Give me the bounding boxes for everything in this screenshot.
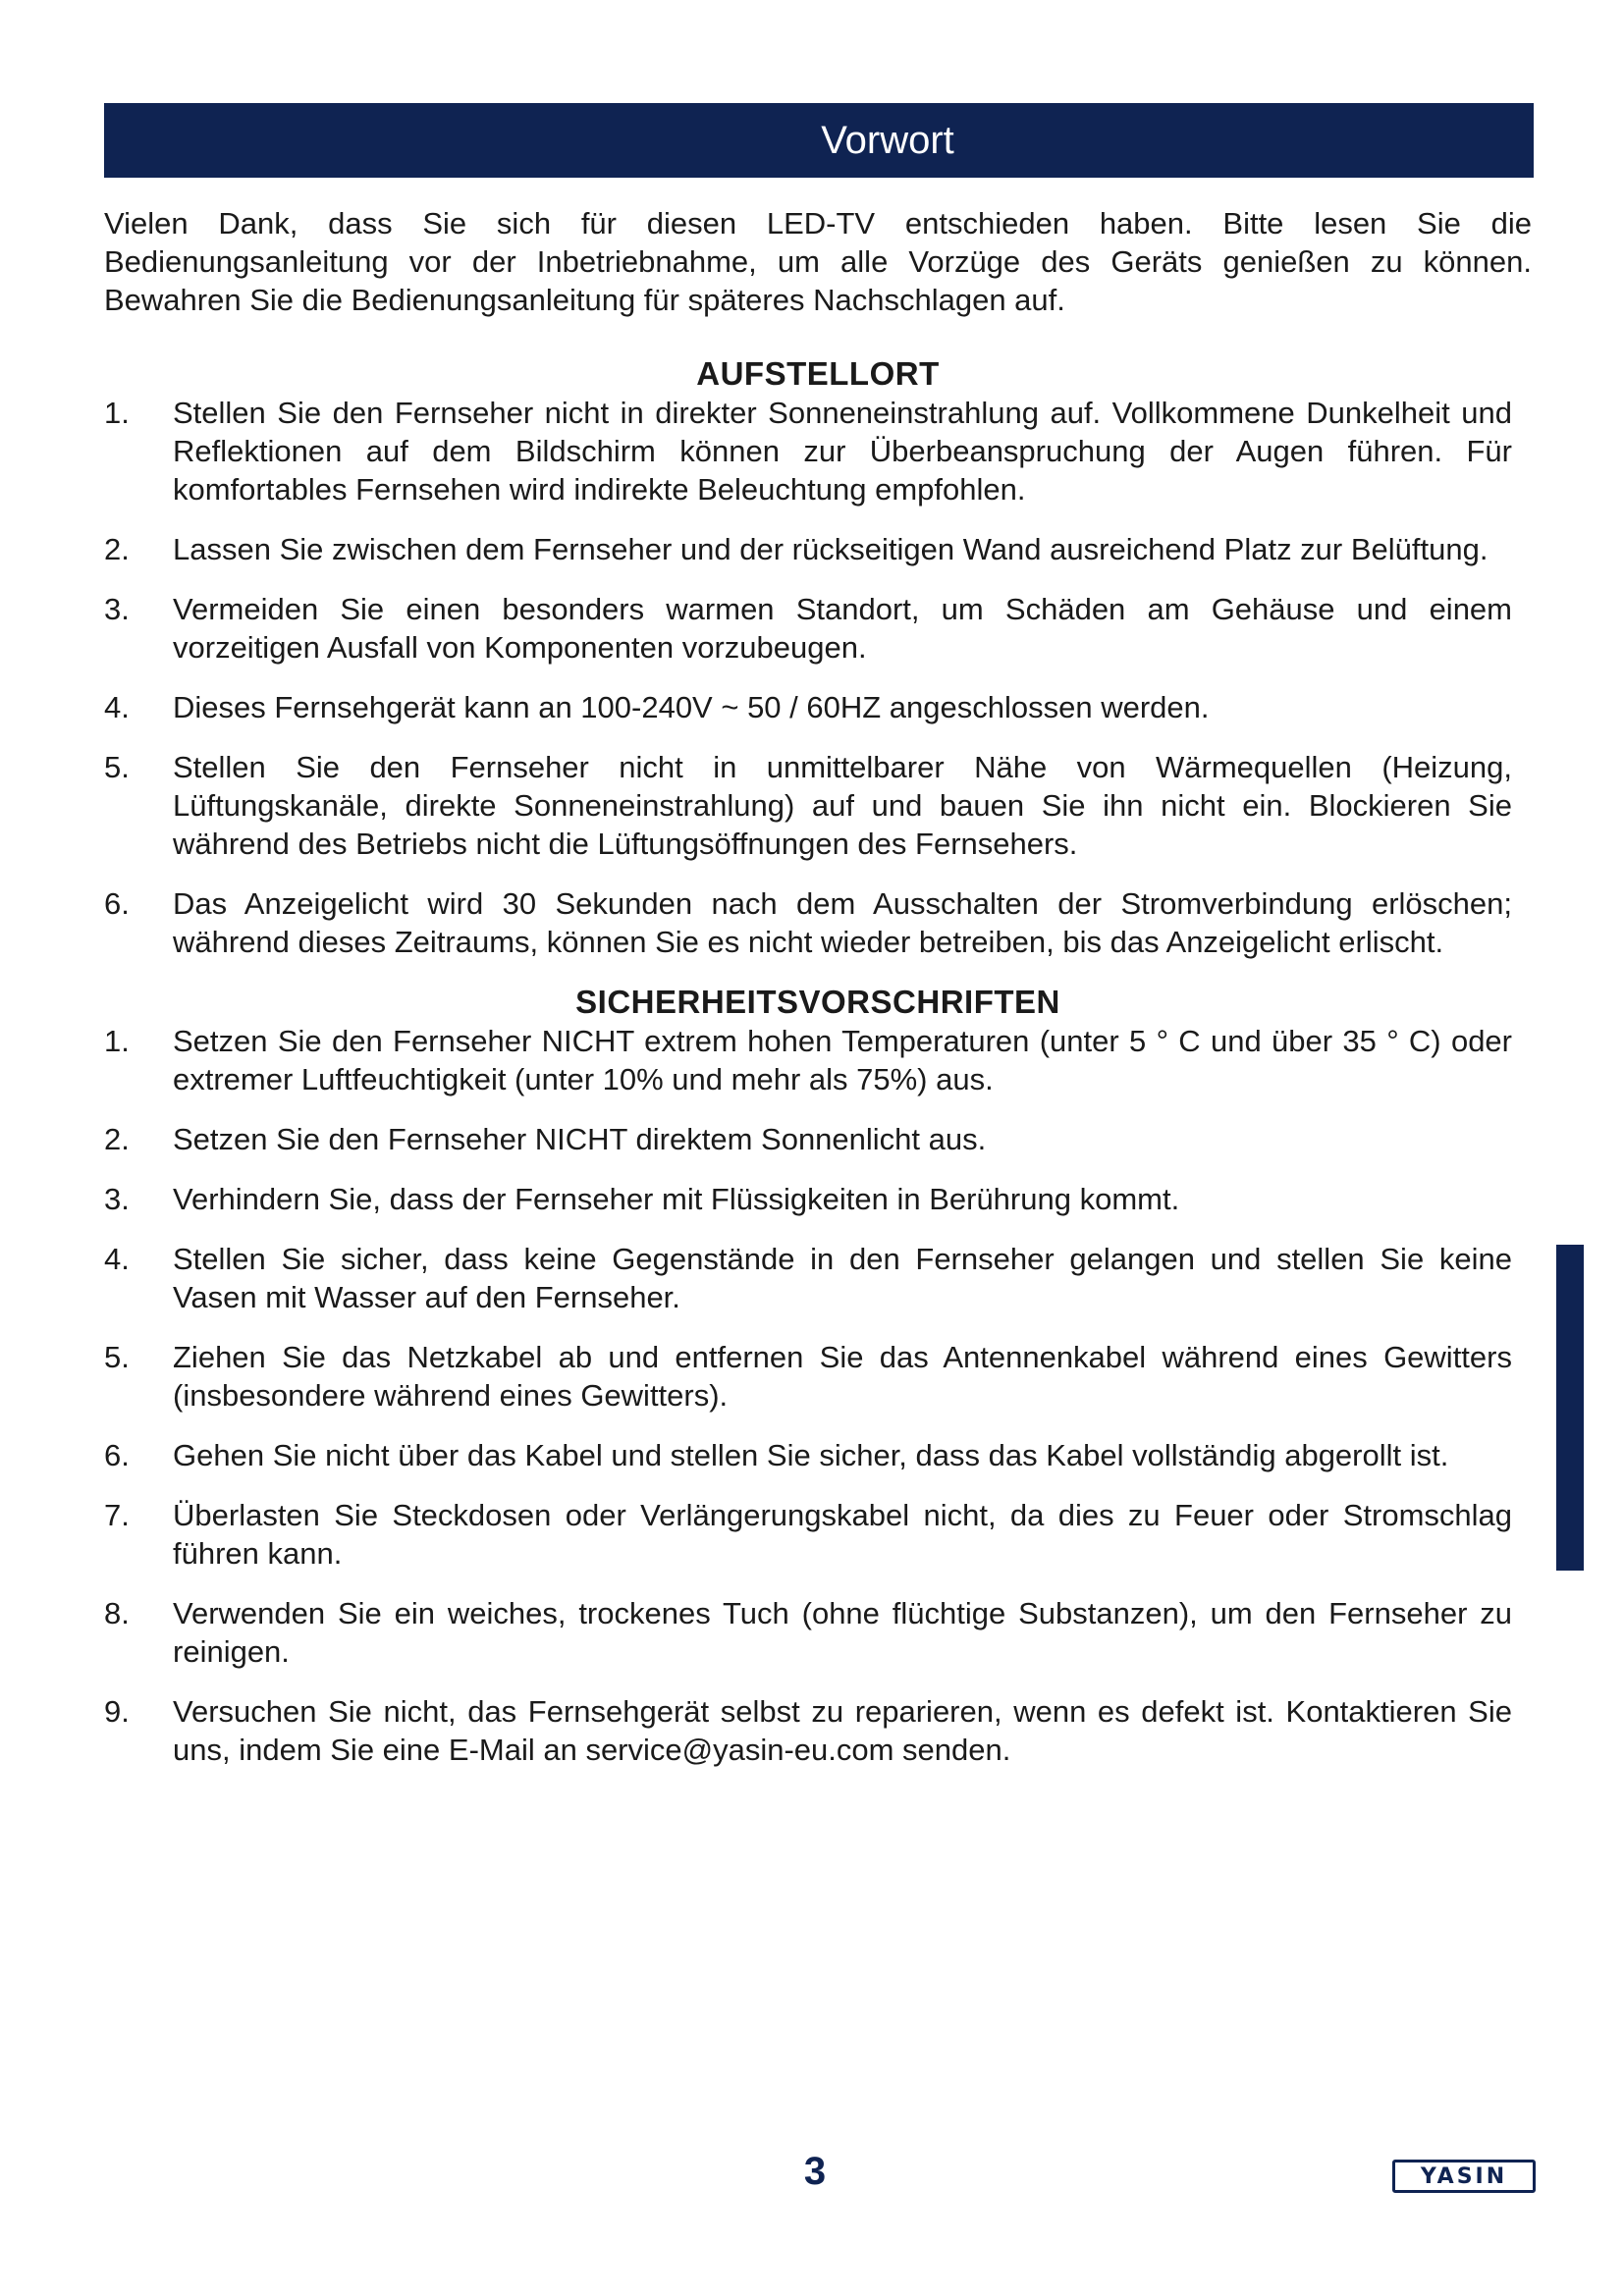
item-number: 6. bbox=[104, 1438, 130, 1472]
item-text: Überlasten Sie Steckdosen oder Verlängerungskabel nicht, da dies zu Feuer oder Stromschlag führen kann. bbox=[173, 1498, 1512, 1571]
item-number: 4. bbox=[104, 690, 130, 724]
list-item bbox=[104, 1180, 1532, 1218]
list-item bbox=[104, 1496, 1532, 1573]
item-number: 9. bbox=[104, 1694, 130, 1729]
list-item bbox=[104, 394, 1532, 508]
aufstellort-list bbox=[104, 394, 1532, 961]
item-number: 1. bbox=[104, 396, 130, 430]
item-text: Dieses Fernsehgerät kann an 100-240V ~ 50 / 60HZ angeschlossen werden. bbox=[173, 690, 1210, 724]
item-number: 5. bbox=[104, 750, 130, 784]
list-item bbox=[104, 1022, 1532, 1098]
side-tab-marker bbox=[1556, 1245, 1584, 1571]
item-number: 8. bbox=[104, 1596, 130, 1630]
item-text: Ziehen Sie das Netzkabel ab und entfernen Sie das Antennenkabel während eines Gewitters (insbesondere während eines Gewitters). bbox=[173, 1340, 1512, 1413]
list-item bbox=[104, 748, 1532, 863]
item-text: Stellen Sie sicher, dass keine Gegenstände in den Fernseher gelangen und stellen Sie keine Vasen mit Wasser auf den Fernseher. bbox=[173, 1242, 1512, 1314]
list-item bbox=[104, 688, 1532, 726]
list-item bbox=[104, 530, 1532, 568]
page-number: 3 bbox=[803, 2150, 827, 2193]
item-number: 1. bbox=[104, 1024, 130, 1058]
item-text: Vermeiden Sie einen besonders warmen Standort, um Schäden am Gehäuse und einem vorzeitigen Ausfall von Komponenten vorzubeugen. bbox=[173, 592, 1512, 665]
section-title: Vorwort bbox=[821, 118, 954, 162]
item-text: Versuchen Sie nicht, das Fernsehgerät selbst zu reparieren, wenn es defekt ist. Kontaktieren Sie uns, indem Sie eine E-Mail an service@yasin-eu.com senden. bbox=[173, 1694, 1512, 1767]
sicherheit-list bbox=[104, 1022, 1532, 1769]
section-title-banner bbox=[104, 103, 1534, 178]
list-item bbox=[104, 1692, 1532, 1769]
item-text: Gehen Sie nicht über das Kabel und stellen Sie sicher, dass das Kabel vollständig abgerollt ist. bbox=[173, 1438, 1449, 1472]
list-item bbox=[104, 1338, 1532, 1415]
item-number: 3. bbox=[104, 592, 130, 626]
sicherheit-heading: SICHERHEITSVORSCHRIFTEN bbox=[575, 984, 1060, 1020]
item-number: 4. bbox=[104, 1242, 130, 1276]
intro-paragraph: Vielen Dank, dass Sie sich für diesen LED-TV entschieden haben. Bitte lesen Sie die Bedienungsanleitung vor der Inbetriebnahme, um alle Vorzüge des Geräts genießen zu können. Bewahren Sie die Bedienungsanleitung für späteres Nachschlagen auf. bbox=[104, 206, 1532, 317]
list-item bbox=[104, 884, 1532, 961]
brand-logo: YASIN bbox=[1392, 2160, 1536, 2193]
item-text: Setzen Sie den Fernseher NICHT extrem hohen Temperaturen (unter 5 ° C und über 35 ° C) oder extremer Luftfeuchtigkeit (unter 10% und mehr als 75%) aus. bbox=[173, 1024, 1512, 1096]
list-item bbox=[104, 590, 1532, 667]
list-item bbox=[104, 1240, 1532, 1316]
item-number: 2. bbox=[104, 532, 130, 566]
aufstellort-heading: AUFSTELLORT bbox=[696, 355, 940, 392]
item-number: 7. bbox=[104, 1498, 130, 1532]
page-content bbox=[104, 204, 1532, 1790]
item-number: 2. bbox=[104, 1122, 130, 1156]
item-text: Verhindern Sie, dass der Fernseher mit Flüssigkeiten in Berührung kommt. bbox=[173, 1182, 1180, 1216]
item-text: Das Anzeigelicht wird 30 Sekunden nach dem Ausschalten der Stromverbindung erlöschen; während dieses Zeitraums, können Sie es nicht wieder betreiben, bis das Anzeigelicht erlischt. bbox=[173, 886, 1512, 959]
list-item bbox=[104, 1120, 1532, 1158]
item-text: Verwenden Sie ein weiches, trockenes Tuch (ohne flüchtige Substanzen), um den Fernseher zu reinigen. bbox=[173, 1596, 1512, 1669]
item-text: Stellen Sie den Fernseher nicht in unmittelbarer Nähe von Wärmequellen (Heizung, Lüftungskanäle, direkte Sonneneinstrahlung) auf und bauen Sie ihn nicht ein. Blockieren Sie während des Betriebs nicht die Lüftungsöffnungen des Fernsehers. bbox=[173, 750, 1512, 861]
item-text: Setzen Sie den Fernseher NICHT direktem Sonnenlicht aus. bbox=[173, 1122, 987, 1156]
item-number: 3. bbox=[104, 1182, 130, 1216]
item-number: 6. bbox=[104, 886, 130, 921]
item-text: Lassen Sie zwischen dem Fernseher und der rückseitigen Wand ausreichend Platz zur Belüftung. bbox=[173, 532, 1489, 566]
list-item bbox=[104, 1594, 1532, 1671]
item-number: 5. bbox=[104, 1340, 130, 1374]
list-item bbox=[104, 1436, 1532, 1474]
item-text: Stellen Sie den Fernseher nicht in direkter Sonneneinstrahlung auf. Vollkommene Dunkelheit und Reflektionen auf dem Bildschirm können zur Überbeanspruchung der Augen führen. Für komfortables Fernsehen wird indirekte Beleuchtung empfohlen. bbox=[173, 396, 1512, 507]
